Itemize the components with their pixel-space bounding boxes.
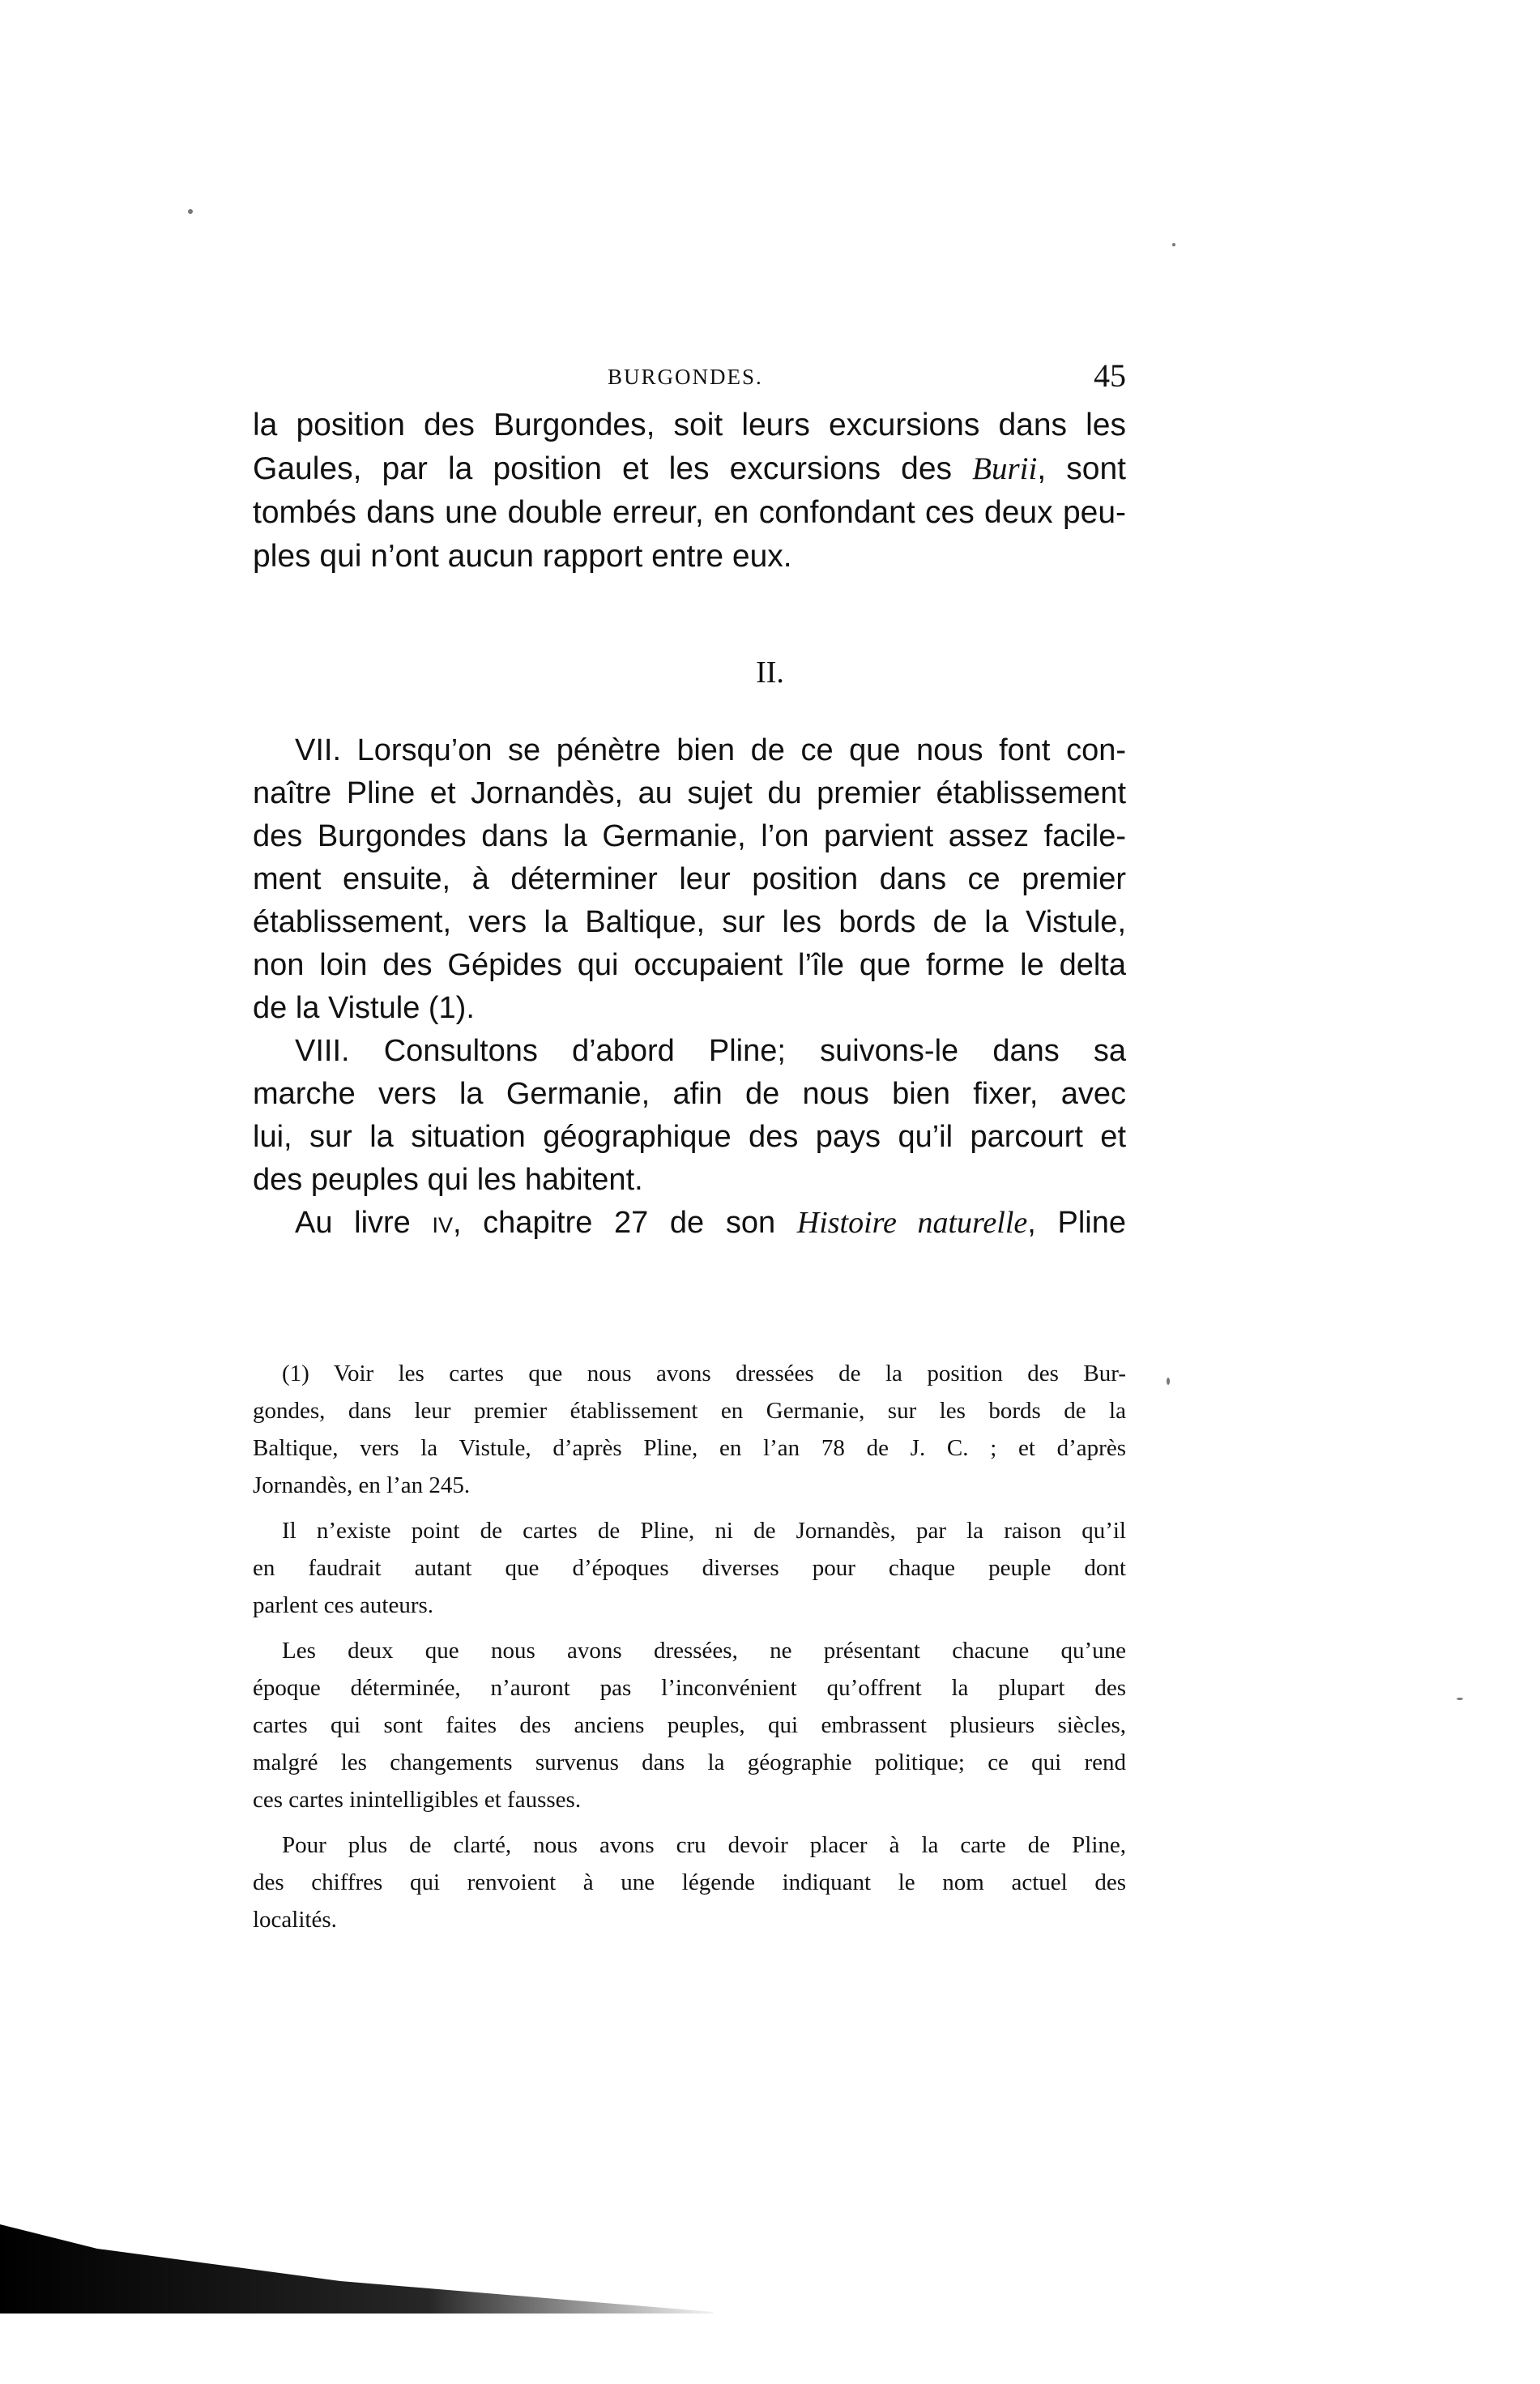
scan-speck <box>188 209 193 214</box>
paragraph-viii <box>253 1030 1126 1202</box>
paragraph-livre <box>253 1202 1126 1245</box>
text-line: établissement, vers la Baltique, sur les bords de la Vistule, <box>253 905 1126 939</box>
footnote-line: époque déterminée, n’auront pas l’inconvénient qu’offrent la plupart des <box>253 1675 1126 1701</box>
footnote-line: Baltique, vers la Vistule, d’après Pline, en l’an 78 de J. C. ; et d’après <box>253 1435 1126 1461</box>
footnote-4 <box>253 1826 1126 1938</box>
text-run: Au livre <box>295 1206 433 1240</box>
footnote-line: ces cartes inintelligibles et fausses. <box>253 1787 582 1813</box>
text-run: , sont <box>1037 451 1126 486</box>
footnote-line: Il n’existe point de cartes de Pline, ni de Jornandès, par la raison qu’il <box>282 1518 1126 1544</box>
text-line: marche vers la Germanie, afin de nous bien fixer, avec <box>253 1077 1126 1111</box>
footnote-line: (1) Voir les cartes que nous avons dressées de la position des Bur- <box>282 1361 1126 1386</box>
text-line: non loin des Gépides qui occupaient l’île que forme le delta <box>253 948 1126 982</box>
text-line: ples qui n’ont aucun rapport entre eux. <box>253 539 792 574</box>
text-line <box>253 1202 1126 1245</box>
footnote-line: gondes, dans leur premier établissement en Germanie, sur les bords de la <box>253 1398 1126 1424</box>
roman-numeral: iv <box>432 1206 453 1240</box>
section-heading: II. <box>756 656 784 690</box>
footnote-line: parlent ces auteurs. <box>253 1592 434 1618</box>
text-line: lui, sur la situation géographique des pays qu’il parcourt et <box>253 1120 1126 1154</box>
text-line: la position des Burgondes, soit leurs excursions dans les <box>253 408 1126 442</box>
footnote-line: Les deux que nous avons dressées, ne présentant chacune qu’une <box>282 1638 1126 1664</box>
text-line: des Burgondes dans la Germanie, l’on parvient assez facile- <box>253 819 1126 853</box>
running-title: BURGONDES. <box>608 365 763 389</box>
text-run: , Pline <box>1027 1206 1126 1240</box>
scan-speck <box>1172 243 1175 246</box>
footnote-line: en faudrait autant que d’époques diverses pour chaque peuple dont <box>253 1555 1126 1581</box>
italic-term: Burii <box>972 451 1038 486</box>
text-line: tombés dans une double erreur, en confondant ces deux peu- <box>253 495 1126 530</box>
footnote-line: localités. <box>253 1907 337 1933</box>
footnote-line: Jornandès, en l’an 245. <box>253 1472 471 1498</box>
paragraph-vii <box>253 729 1126 1030</box>
scan-speck <box>1457 1698 1463 1700</box>
scan-speck <box>1167 1378 1170 1385</box>
text-line: naître Pline et Jornandès, au sujet du premier établissement <box>253 776 1126 810</box>
scan-edge-shadow <box>0 2224 713 2314</box>
main-body <box>253 729 1126 1245</box>
paragraph-top <box>253 404 1126 579</box>
text-line: des peuples qui les habitent. <box>253 1163 643 1197</box>
italic-title: Histoire naturelle <box>796 1206 1028 1240</box>
text-line: VII. Lorsqu’on se pénètre bien de ce que nous font con- <box>295 733 1126 767</box>
page-number: 45 <box>1094 357 1126 394</box>
text-line: ment ensuite, à déterminer leur position dans ce premier <box>253 862 1126 896</box>
running-head <box>251 357 1126 397</box>
footnote-line: cartes qui sont faites des anciens peuples, qui embrassent plusieurs siècles, <box>253 1712 1126 1738</box>
footnotes <box>253 1355 1126 1946</box>
footnote-3 <box>253 1632 1126 1818</box>
text-line: de la Vistule (1). <box>253 991 475 1025</box>
footnote-2 <box>253 1512 1126 1624</box>
footnote-line: des chiffres qui renvoient à une légende indiquant le nom actuel des <box>253 1869 1126 1895</box>
text-run: , chapitre 27 de son <box>452 1206 797 1240</box>
text-line: VIII. Consultons d’abord Pline; suivons-le dans sa <box>295 1034 1126 1068</box>
footnote-line: Pour plus de clarté, nous avons cru devoir placer à la carte de Pline, <box>282 1832 1126 1858</box>
text-run: Gaules, par la position et les excursions des <box>253 451 973 486</box>
footnote-line: malgré les changements survenus dans la géographie politique; ce qui rend <box>253 1750 1126 1775</box>
footnote-1 <box>253 1355 1126 1504</box>
text-line <box>253 447 1126 491</box>
